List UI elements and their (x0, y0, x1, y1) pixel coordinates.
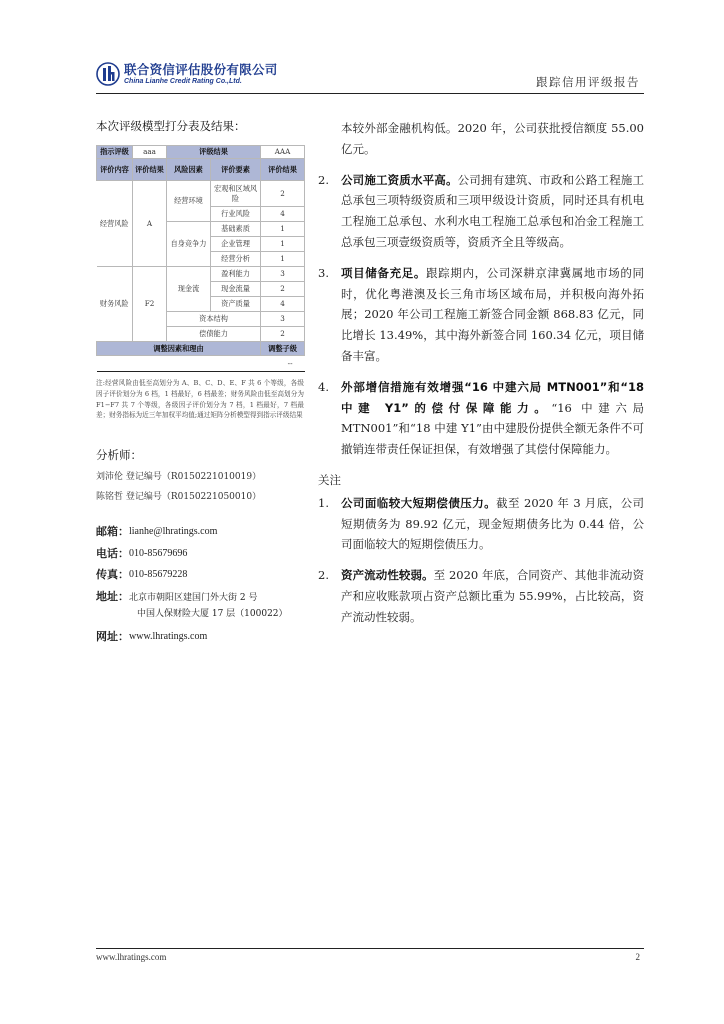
analyst-entry: 刘沛伦 登记编号（R0150221010019） (96, 472, 262, 483)
score-table-title: 本次评级模型打分表及结果： (96, 119, 246, 133)
contact-phone (96, 547, 304, 560)
table-cell: 资产质量 (211, 297, 261, 312)
footer-website[interactable]: www.lhratings.com (96, 952, 167, 962)
website-label: 网址： (96, 630, 129, 644)
table-cell: 偿债能力 (167, 327, 261, 342)
table-header-cell: 风险因素 (167, 159, 211, 181)
table-cell: 3 (261, 312, 305, 327)
table-cell: 1 (261, 222, 305, 237)
address-line-1: 北京市朝阳区建国门外大街 2 号 (129, 592, 258, 603)
phone-value: 010-85679696 (129, 547, 188, 559)
table-cell: 1 (261, 252, 305, 267)
table-cell: 1 (261, 237, 305, 252)
table-header-cell: 评价内容 (97, 159, 133, 181)
table-cell: 财务风险 (97, 267, 133, 342)
email-label: 邮箱： (96, 525, 129, 539)
right-column (318, 118, 644, 628)
item-text: 至 2020 年底，合同资产、其他非流动资产和应收账款项占资产总额比重为 55.99%，占比较高，资产流动性较弱。 (341, 568, 644, 624)
website-value[interactable]: www.lhratings.com (129, 631, 208, 643)
table-header-cell: 评级结果 (167, 146, 261, 159)
table-cell: 资本结构 (167, 312, 261, 327)
concerns-heading: 关注 (318, 472, 341, 487)
table-cell: F2 (133, 267, 167, 342)
strength-item (318, 170, 644, 253)
table-cell: 现金流量 (211, 282, 261, 297)
address-line-2: 中国人保财险大厦 17 层（100022） (137, 608, 288, 619)
table-cell: aaa (133, 146, 167, 159)
company-logo (96, 62, 278, 86)
table-cell: A (133, 181, 167, 267)
company-name-cn: 联合资信评估股份有限公司 (124, 61, 278, 77)
table-cell: 经营分析 (211, 252, 261, 267)
table-cell: 2 (261, 282, 305, 297)
item-title: 资产流动性较弱。 (341, 568, 434, 583)
table-cell: 经营环境 (167, 181, 211, 222)
table-cell: 经营风险 (97, 181, 133, 267)
company-name-en: China Lianhe Credit Rating Co.,Ltd. (124, 77, 242, 85)
table-cell: -- (97, 356, 305, 372)
item-title: 项目储备充足。 (341, 265, 427, 280)
lianhe-logo-icon (96, 62, 120, 86)
phone-label: 电话： (96, 546, 129, 560)
item-text: 公司拥有建筑、市政和公路工程施工总承包三项特级资质和三项甲级设计资质，同时还具有机电工程施工总承包、水利水电工程施工总承包和冶金工程施工总承包三项壹级资质等，资质齐全且等级高。 (341, 172, 645, 249)
table-cell: 自身竞争力 (167, 222, 211, 267)
table-header-cell: 评价结果 (261, 159, 305, 181)
table-header-cell: 指示评级 (97, 146, 133, 159)
table-cell: 基础素质 (211, 222, 261, 237)
table-cell: 现金流 (167, 267, 211, 312)
table-cell: 2 (261, 327, 305, 342)
table-cell: 宏观和区域风险 (211, 181, 261, 207)
address-label: 地址： (96, 589, 129, 603)
analyst-entry: 陈铭哲 登记编号（R0150221050010） (96, 492, 262, 503)
left-column (96, 118, 304, 652)
item-text: 截至 2020 年 3 月底，公司短期债务为 89.92 亿元，现金短期债务比为 0.44 倍，公司面临较大的短期偿债压力。 (341, 495, 644, 552)
fax-label: 传真： (96, 568, 129, 582)
table-cell: 4 (261, 297, 305, 312)
table-header-cell: 调整子级 (261, 342, 305, 356)
item-title: 外部增信措施有效增强“16 中建六局 MTN001”和“18 中建 Y1”的偿付保障能力。 (341, 379, 644, 415)
contact-email (96, 525, 304, 538)
fax-value: 010-85679228 (129, 569, 188, 581)
strength-item (318, 377, 644, 460)
table-cell: 企业管理 (211, 237, 261, 252)
table-cell: 2 (261, 181, 305, 207)
concern-item (318, 565, 644, 627)
intro-paragraph: 本较外部金融机构低。2020 年，公司获批授信额度 55.00 亿元。 (341, 121, 644, 156)
table-cell: 4 (261, 207, 305, 222)
rating-score-table (96, 145, 305, 372)
item-number: 4. (318, 379, 329, 394)
report-type: 跟踪信用评级报告 (536, 75, 640, 89)
contact-fax (96, 568, 304, 581)
contact-website (96, 630, 304, 643)
table-note: 注:经营风险由低至高划分为 A、B、C、D、E、F 共 6 个等级，各级因子评价划分为 6 档，1 档最好，6 档最差；财务风险由低至高划分为 F1−F7 共 7 个等级，各级因子评价划分为 7 档，1 档最好，7 档最差；财务指标为近三年加权平均值;通过矩阵分析模型得到指示评级结果 (96, 379, 304, 420)
table-cell: 3 (261, 267, 305, 282)
page-footer (96, 948, 644, 962)
strength-item (318, 263, 644, 367)
analysts-title: 分析师： (96, 448, 142, 463)
item-number: 2. (318, 172, 329, 187)
table-cell: 行业风险 (211, 207, 261, 222)
table-cell: 盈利能力 (211, 267, 261, 282)
item-number: 1. (318, 495, 329, 510)
email-value[interactable]: lianhe@lhratings.com (129, 526, 218, 538)
concern-item (318, 493, 644, 555)
table-header-cell: 评价要素 (211, 159, 261, 181)
item-title: 公司面临较大短期偿债压力。 (341, 495, 497, 510)
item-number: 3. (318, 265, 329, 280)
item-title: 公司施工资质水平高。 (341, 172, 458, 187)
item-text: “16 中建六局 MTN001”和“18 中建 Y1”由中建股份提供全额无条件不可撤销连带责任保证担保，有效增强了其偿付保障能力。 (341, 400, 644, 457)
item-text: 跟踪期内，公司深耕京津冀属地市场的同时，优化粤港澳及长三角市场区域布局，并积极向海外拓展；2020 年公司工程施工新签合同金额 868.83 亿元，同比增长 13.49%，其中海外新签合同 160.34 亿元，项目储备丰富。 (341, 265, 645, 363)
contact-address (96, 590, 304, 622)
contact-info (96, 525, 304, 643)
table-header-cell: 调整因素和理由 (97, 342, 261, 356)
page-number: 2 (635, 952, 640, 962)
item-number: 2. (318, 568, 329, 583)
page-header (96, 58, 644, 94)
table-header-cell: 评价结果 (133, 159, 167, 181)
table-cell: AAA (261, 146, 305, 159)
